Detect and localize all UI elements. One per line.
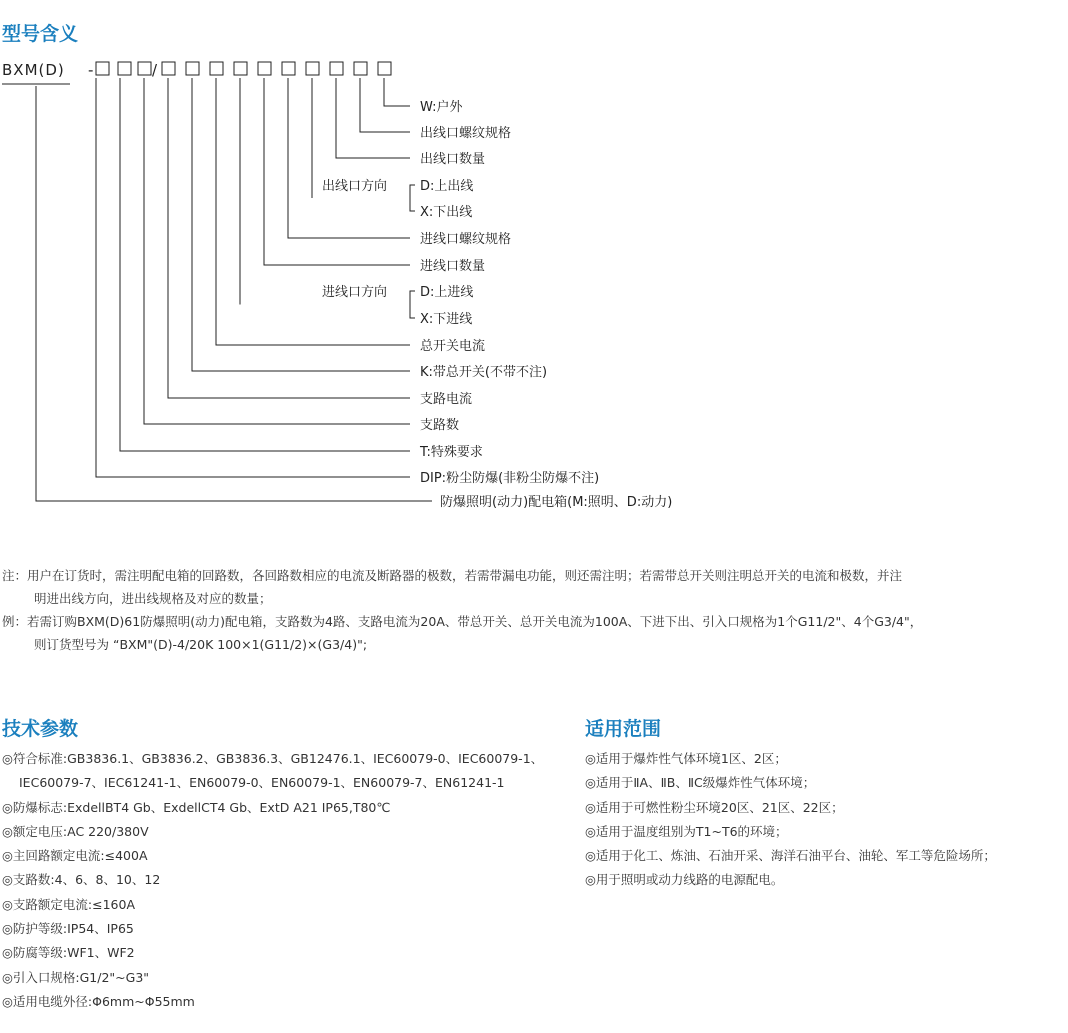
direction-group-label: 出线口方向	[322, 179, 388, 194]
leader-line	[360, 78, 410, 132]
code-label: D:上出线	[420, 179, 474, 194]
code-placeholder-box	[118, 62, 131, 75]
code-placeholder-box	[96, 62, 109, 75]
scope-item: ◎适用于ⅡA、ⅡB、ⅡC级爆炸性气体环境；	[585, 775, 816, 791]
tech-item: ◎引入口规格:G1/2"~G3"	[2, 969, 150, 985]
scope-list	[585, 747, 996, 893]
model-dash: -	[88, 61, 94, 79]
scope-item: ◎用于照明或动力线路的电源配电。	[585, 872, 784, 888]
code-label: 进线口螺纹规格	[420, 232, 512, 247]
code-label: 出线口螺纹规格	[420, 126, 512, 141]
section-title-model-meaning: 型号含义	[2, 23, 79, 45]
code-placeholder-box	[138, 62, 151, 75]
code-label: 防爆照明(动力)配电箱(M:照明、D:动力)	[440, 495, 673, 510]
leader-line	[144, 78, 410, 424]
code-placeholder-box	[378, 62, 391, 75]
code-label: 总开关电流	[420, 339, 486, 354]
code-label: K:带总开关(不带不注)	[420, 365, 548, 380]
leader-line	[216, 78, 410, 345]
code-label: DIP:粉尘防爆(非粉尘防爆不注)	[420, 471, 600, 486]
leader-line	[96, 78, 410, 477]
tech-item: ◎防爆标志:ExdellBT4 Gb、ExdellCT4 Gb、ExtD A21 IP65,T80℃	[2, 799, 391, 815]
scope-item: ◎适用于可燃性粉尘环境20区、21区、22区；	[585, 799, 844, 815]
scope-item: ◎适用于爆炸性气体环境1区、2区；	[585, 751, 787, 766]
tech-item: ◎主回路额定电流:≤400A	[2, 848, 148, 864]
code-placeholder-box	[330, 62, 343, 75]
leader-line	[336, 78, 410, 158]
tech-item: IEC60079-7、IEC61241-1、EN60079-0、EN60079-1、EN60079-7、EN61241-1	[19, 775, 505, 791]
scope-item: ◎适用于温度组别为T1~T6的环境；	[585, 823, 788, 839]
code-placeholder-box	[354, 62, 367, 75]
code-placeholder-box	[234, 62, 247, 75]
tech-params-list	[2, 747, 543, 1014]
direction-group-label: 进线口方向	[322, 285, 388, 300]
code-label: 出线口数量	[420, 152, 486, 167]
leader-line	[192, 78, 410, 371]
code-label: 支路电流	[420, 392, 473, 407]
model-slash: /	[152, 61, 158, 79]
tech-item: ◎符合标准:GB3836.1、GB3836.2、GB3836.3、GB12476.1、IEC60079-0、IEC60079-1、	[2, 751, 544, 766]
tech-item: ◎支路额定电流:≤160A	[2, 896, 136, 912]
code-placeholder-box	[162, 62, 175, 75]
scope-item: ◎适用于化工、炼油、石油开采、海洋石油平台、油轮、军工等危险场所；	[585, 848, 996, 864]
code-label: 支路数	[420, 418, 460, 433]
code-placeholder-box	[282, 62, 295, 75]
example-line-2: 则订货型号为 “BXM"(D)-4/20K 100×1(G11/2)×(G3/4)";	[34, 637, 368, 652]
code-placeholder-box	[306, 62, 319, 75]
example-line-1: 例：若需订购BXM(D)61防爆照明(动力)配电箱，支路数为4路、支路电流为20A、带总开关、总开关电流为100A、下进下出、引入口规格为1个G11/2"、4个G3/4"，	[2, 614, 923, 629]
code-label: X:下出线	[420, 205, 473, 220]
code-placeholder-box	[186, 62, 199, 75]
tech-item: ◎支路数:4、6、8、10、12	[2, 872, 161, 888]
order-note	[2, 564, 922, 656]
direction-bracket	[410, 291, 415, 318]
direction-bracket	[410, 185, 415, 211]
code-label: D:上进线	[420, 285, 474, 300]
code-placeholder-box	[210, 62, 223, 75]
leader-line	[384, 78, 410, 106]
tech-item: ◎防护等级:IP54、IP65	[2, 921, 134, 937]
section-title-scope: 适用范围	[585, 718, 662, 740]
code-label: W:户外	[420, 100, 463, 115]
code-label: 进线口数量	[420, 259, 486, 274]
tech-item: ◎额定电压:AC 220/380V	[2, 823, 149, 839]
code-placeholder-box	[258, 62, 271, 75]
tech-item: ◎适用电缆外径:Φ6mm~Φ55mm	[2, 993, 195, 1009]
section-title-tech-params: 技术参数	[2, 718, 79, 740]
note-line-1: 注：用户在订货时，需注明配电箱的回路数，各回路数相应的电流及断路器的极数，若需带漏电功能，则还需注明；若需带总开关则注明总开关的电流和极数，并注	[2, 568, 903, 583]
code-label: T:特殊要求	[420, 445, 483, 460]
model-prefix: BXM(D)	[2, 61, 65, 79]
code-label: X:下进线	[420, 312, 473, 327]
note-line-2: 明进出线方向，进出线规格及对应的数量；	[34, 591, 272, 606]
tech-item: ◎防腐等级:WF1、WF2	[2, 945, 135, 961]
